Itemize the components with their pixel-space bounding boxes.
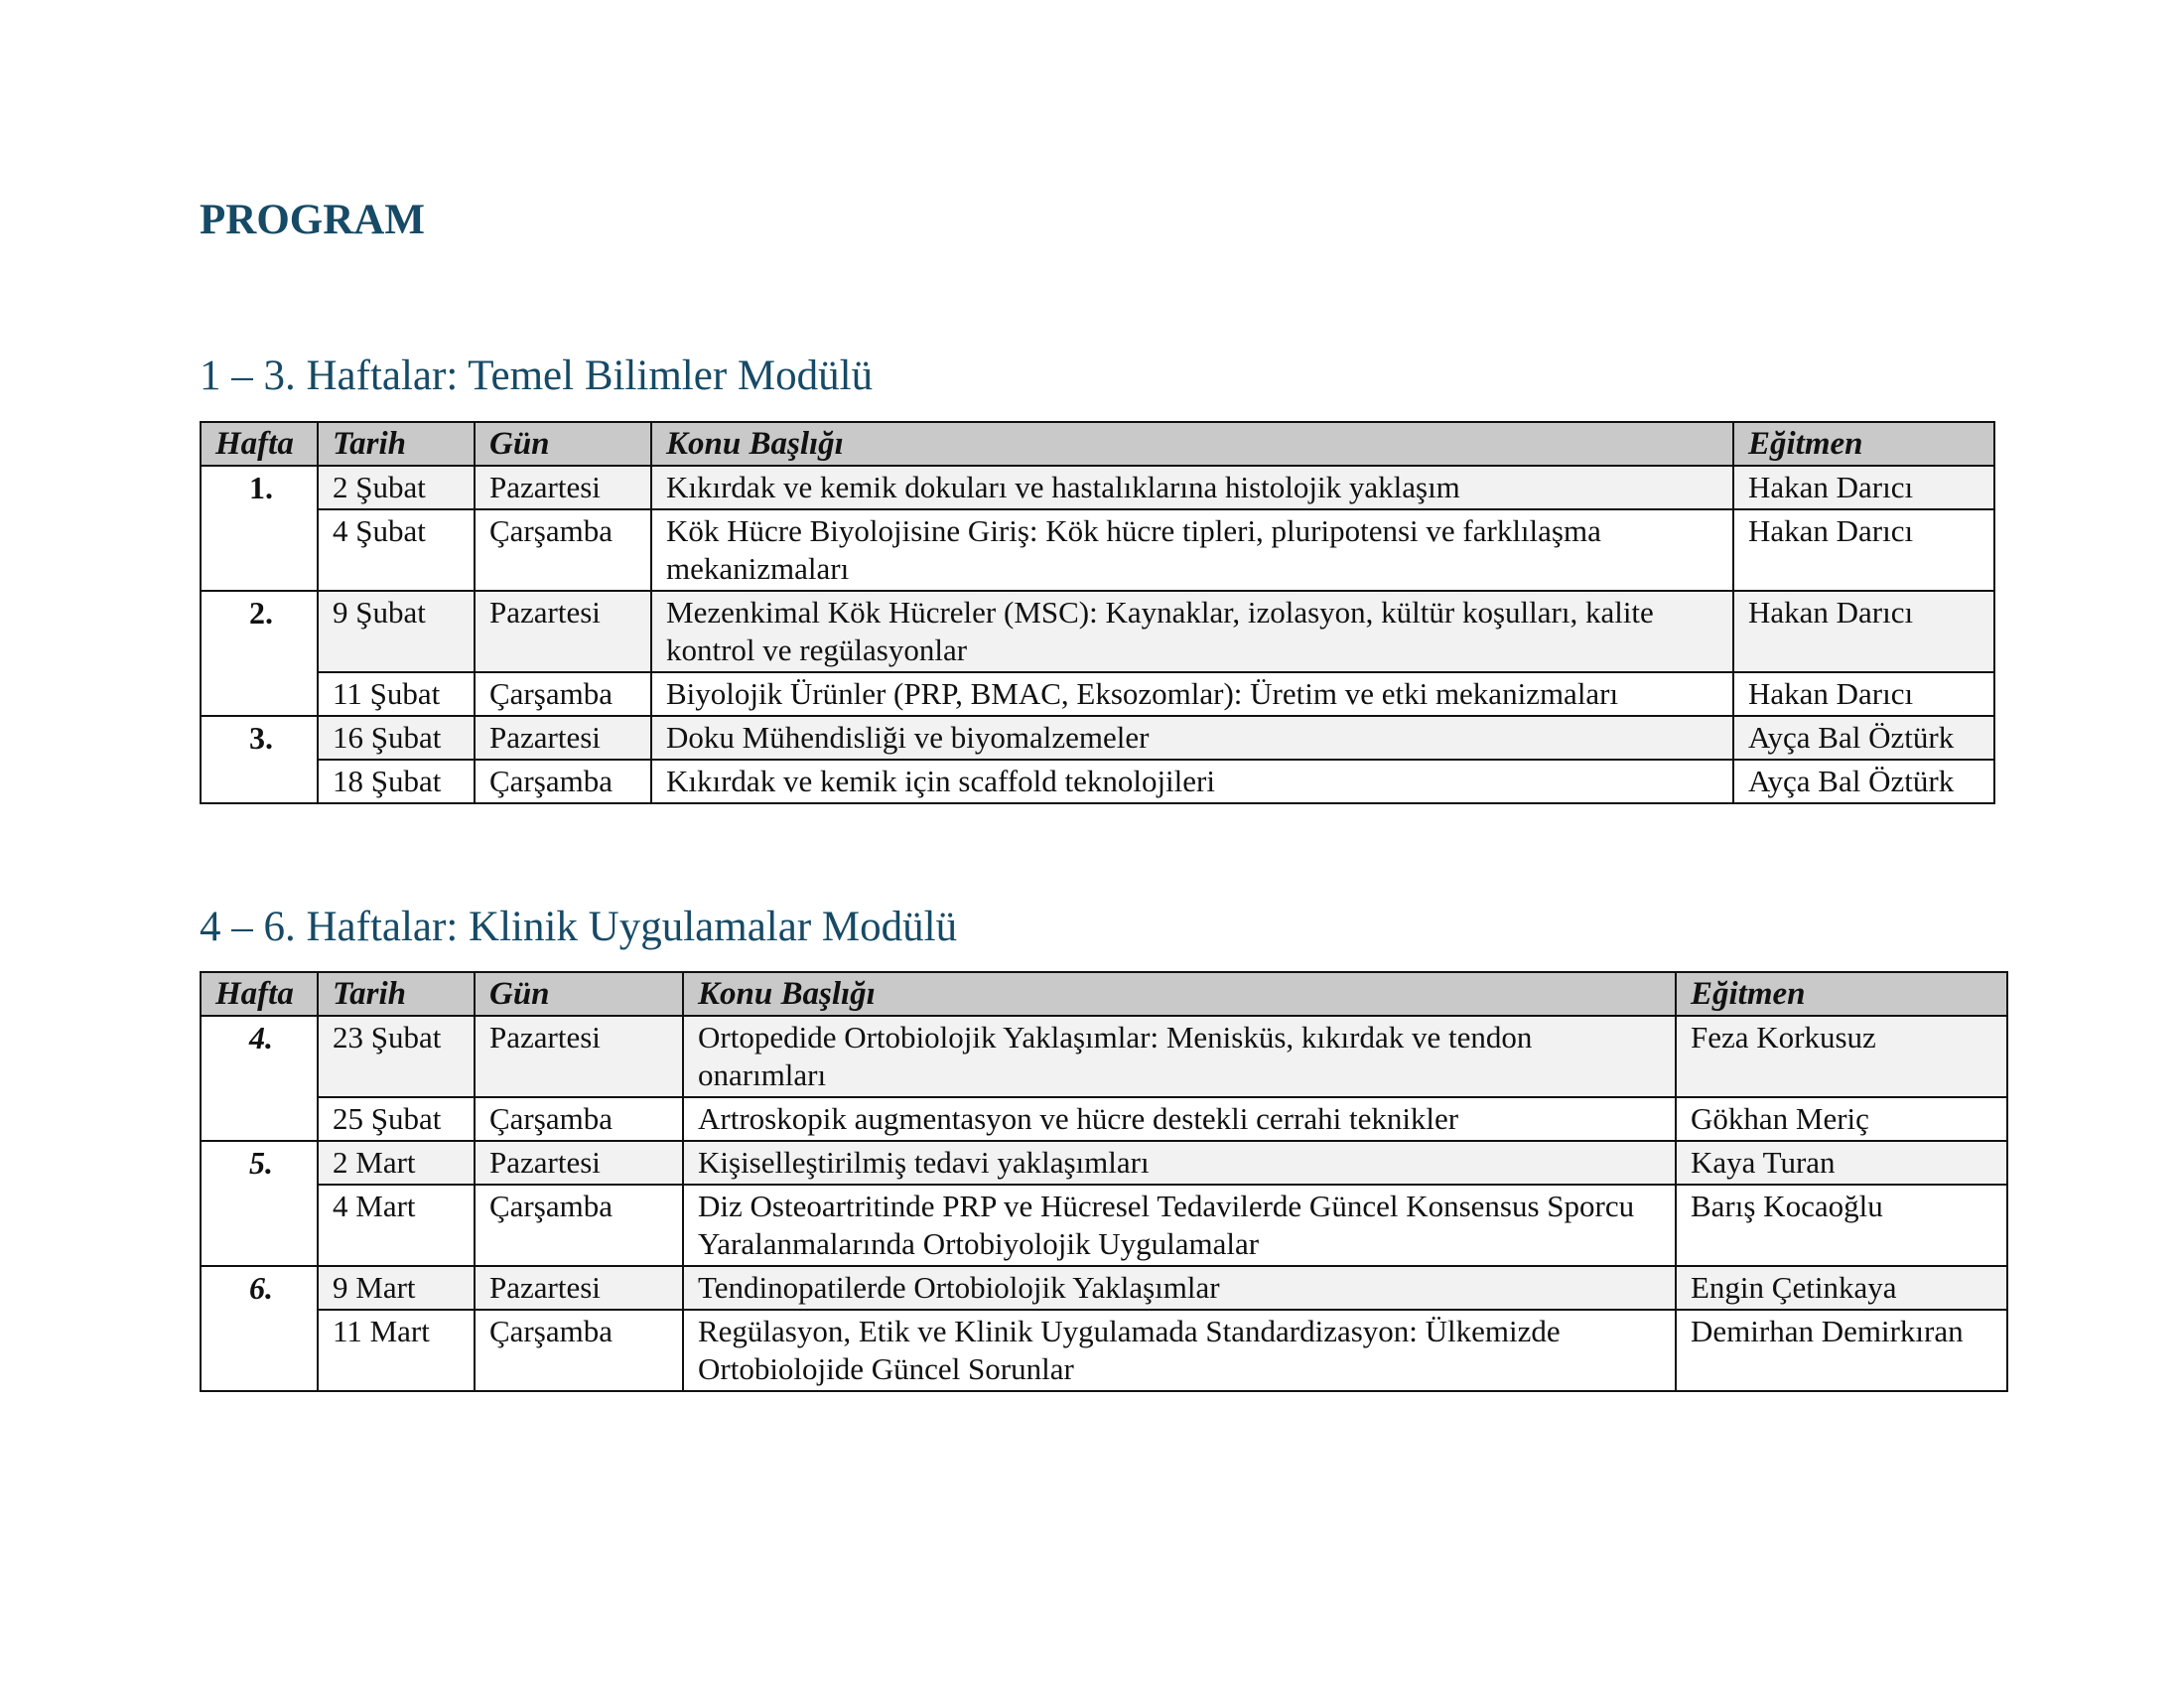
session-date: 4 Mart (318, 1185, 475, 1266)
session-instructor: Hakan Darıcı (1733, 466, 1994, 509)
column-header-topic: Konu Başlığı (651, 422, 1733, 466)
table-header-row (201, 972, 2007, 1016)
column-header-day: Gün (475, 972, 683, 1016)
table-row (201, 1266, 2007, 1310)
session-topic: Tendinopatilerde Ortobiolojik Yaklaşımlar (683, 1266, 1676, 1310)
session-day: Pazartesi (475, 716, 651, 760)
session-instructor: Ayça Bal Öztürk (1733, 716, 1994, 760)
table-header-row (201, 422, 1994, 466)
session-date: 16 Şubat (318, 716, 475, 760)
session-day: Pazartesi (475, 1016, 683, 1097)
session-day: Çarşamba (475, 760, 651, 803)
session-date: 4 Şubat (318, 509, 475, 591)
session-day: Çarşamba (475, 1310, 683, 1391)
session-topic: Kök Hücre Biyolojisine Giriş: Kök hücre tipleri, pluripotensi ve farklılaşma mekanizmaları (651, 509, 1733, 591)
module-1-heading: 1 – 3. Haftalar: Temel Bilimler Modülü (200, 352, 874, 399)
session-day: Çarşamba (475, 1185, 683, 1266)
session-date: 2 Şubat (318, 466, 475, 509)
column-header-week: Hafta (201, 972, 318, 1016)
table-row (201, 1097, 2007, 1141)
session-day: Çarşamba (475, 672, 651, 716)
table-row (201, 716, 1994, 760)
column-header-day: Gün (475, 422, 651, 466)
session-topic: Regülasyon, Etik ve Klinik Uygulamada Standardizasyon: Ülkemizde Ortobiolojide Güncel Sorunlar (683, 1310, 1676, 1391)
session-date: 11 Mart (318, 1310, 475, 1391)
module-2-heading: 4 – 6. Haftalar: Klinik Uygulamalar Modülü (200, 904, 958, 950)
table-row (201, 509, 1994, 591)
table-row (201, 672, 1994, 716)
session-instructor: Hakan Darıcı (1733, 672, 1994, 716)
week-number: 6. (201, 1266, 318, 1391)
session-day: Pazartesi (475, 1141, 683, 1185)
session-topic: Doku Mühendisliği ve biyomalzemeler (651, 716, 1733, 760)
week-number: 4. (201, 1016, 318, 1141)
session-date: 25 Şubat (318, 1097, 475, 1141)
table-row (201, 591, 1994, 672)
session-date: 9 Şubat (318, 591, 475, 672)
module-2-schedule-table (200, 971, 2008, 1392)
session-instructor: Hakan Darıcı (1733, 509, 1994, 591)
session-instructor: Barış Kocaoğlu (1676, 1185, 2007, 1266)
table-row (201, 1310, 2007, 1391)
column-header-instructor: Eğitmen (1733, 422, 1994, 466)
session-instructor: Engin Çetinkaya (1676, 1266, 2007, 1310)
session-instructor: Ayça Bal Öztürk (1733, 760, 1994, 803)
page-title: PROGRAM (200, 197, 425, 243)
module-1-schedule-table (200, 421, 1995, 804)
week-number: 2. (201, 591, 318, 716)
session-instructor: Hakan Darıcı (1733, 591, 1994, 672)
session-day: Çarşamba (475, 1097, 683, 1141)
week-number: 3. (201, 716, 318, 803)
column-header-date: Tarih (318, 422, 475, 466)
session-topic: Artroskopik augmentasyon ve hücre destekli cerrahi teknikler (683, 1097, 1676, 1141)
column-header-week: Hafta (201, 422, 318, 466)
session-day: Pazartesi (475, 1266, 683, 1310)
table-row (201, 760, 1994, 803)
week-number: 5. (201, 1141, 318, 1266)
session-topic: Ortopedide Ortobiolojik Yaklaşımlar: Menisküs, kıkırdak ve tendon onarımları (683, 1016, 1676, 1097)
table-row (201, 1016, 2007, 1097)
table-row (201, 466, 1994, 509)
session-instructor: Gökhan Meriç (1676, 1097, 2007, 1141)
session-date: 11 Şubat (318, 672, 475, 716)
table-row (201, 1141, 2007, 1185)
session-topic: Kıkırdak ve kemik dokuları ve hastalıklarına histolojik yaklaşım (651, 466, 1733, 509)
session-date: 18 Şubat (318, 760, 475, 803)
session-date: 2 Mart (318, 1141, 475, 1185)
column-header-instructor: Eğitmen (1676, 972, 2007, 1016)
session-topic: Kıkırdak ve kemik için scaffold teknolojileri (651, 760, 1733, 803)
session-topic: Biyolojik Ürünler (PRP, BMAC, Eksozomlar): Üretim ve etki mekanizmaları (651, 672, 1733, 716)
session-topic: Mezenkimal Kök Hücreler (MSC): Kaynaklar, izolasyon, kültür koşulları, kalite kontrol ve regülasyonlar (651, 591, 1733, 672)
week-number: 1. (201, 466, 318, 591)
column-header-topic: Konu Başlığı (683, 972, 1676, 1016)
session-day: Pazartesi (475, 466, 651, 509)
session-day: Çarşamba (475, 509, 651, 591)
session-day: Pazartesi (475, 591, 651, 672)
session-topic: Diz Osteoartritinde PRP ve Hücresel Tedavilerde Güncel Konsensus Sporcu Yaralanmalarında Ortobiyolojik Uygulamalar (683, 1185, 1676, 1266)
session-date: 23 Şubat (318, 1016, 475, 1097)
session-instructor: Demirhan Demirkıran (1676, 1310, 2007, 1391)
column-header-date: Tarih (318, 972, 475, 1016)
session-date: 9 Mart (318, 1266, 475, 1310)
session-topic: Kişiselleştirilmiş tedavi yaklaşımları (683, 1141, 1676, 1185)
session-instructor: Kaya Turan (1676, 1141, 2007, 1185)
session-instructor: Feza Korkusuz (1676, 1016, 2007, 1097)
table-row (201, 1185, 2007, 1266)
